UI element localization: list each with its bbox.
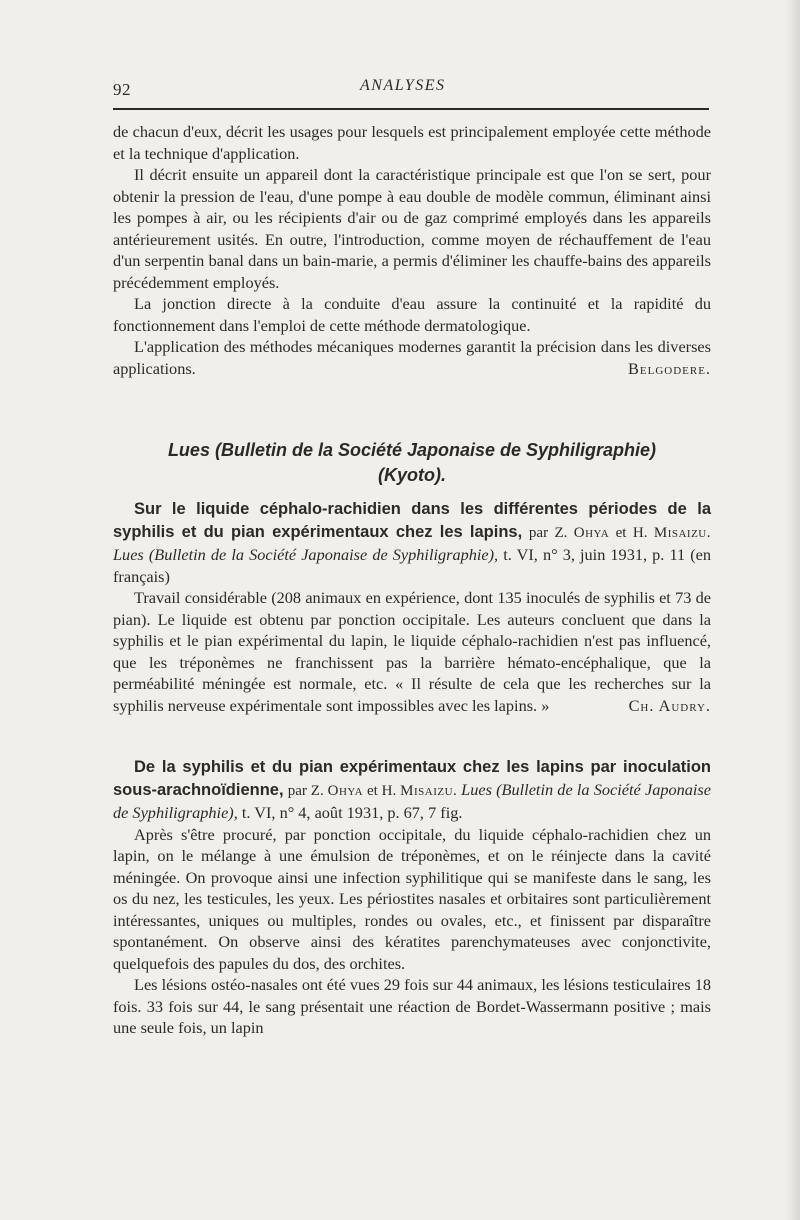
article-heading	[113, 756, 711, 824]
byline-par: par Z.	[528, 524, 568, 541]
paragraph: La jonction directe à la conduite d'eau assure la continuité et la rapidité du fonctionnement dans l'emploi de cette méthode dermatologique.	[113, 294, 711, 335]
journal-reference: t. VI, n° 4, août 1931, p. 67, 7 fig.	[241, 803, 463, 822]
header-rule	[113, 108, 709, 110]
page-number: 92	[113, 80, 131, 99]
journal-reference: t. VI, n° 3, juin 1931, p. 11 (en français)	[113, 545, 711, 586]
article-2	[113, 756, 711, 1039]
paragraph	[113, 587, 711, 716]
journal-title: Lues (Bulletin de la Société Japonaise de Syphiligraphie),	[113, 779, 711, 822]
section-title-line: (Kyoto).	[378, 465, 446, 485]
journal-title: Lues (Bulletin de la Société Japonaise de Syphiligraphie),	[113, 545, 499, 564]
article-title: Sur le liquide céphalo-rachidien dans les différentes périodes de la syphilis et du pian expérimentaux chez les lapins,	[113, 500, 711, 541]
reviewer-signature: Ch. Audry.	[628, 695, 711, 715]
article-heading	[113, 498, 711, 587]
author-name: Misaizu.	[653, 524, 711, 541]
review-continuation	[113, 121, 711, 379]
article-title: De la syphilis et du pian expérimentaux chez les lapins par inoculation sous-arachnoïdienne,	[113, 758, 711, 799]
section-title-line: Lues (Bulletin de la Société Japonaise de Syphiligraphie)	[167, 440, 657, 460]
byline	[529, 525, 711, 541]
article-1	[113, 498, 711, 716]
paragraph-text: L'application des méthodes mécaniques modernes garantit la précision dans les diverses applications.	[113, 337, 711, 378]
paragraph	[113, 336, 711, 379]
byline-et: et H.	[615, 524, 648, 541]
paragraph: Après s'être procuré, par ponction occipitale, du liquide céphalo-rachidien chez un lapin, on le mélange à une émulsion de tréponèmes, et on le réinjecte dans la cavité méningée. On provoque ainsi une infection syphilitique qui se manifeste dans le sang, les os du nez, les testicules, les yeux. Les périostites nasales et orbitaires sont particulièrement intéressantes, uniques ou multiples, rondes ou ovales, etc., et finissent par disparaître spontanément. On observe ainsi des kératites parenchymateuses avec conjonctivite, quelquefois des papules du dos, des orchites.	[113, 824, 711, 973]
paragraph: Les lésions ostéo-nasales ont été vues 29 fois sur 44 animaux, les lésions testiculaires 18 fois. 33 fois sur 44, le sang présentait une réaction de Bordet-Wassermann positive ; mais une seule fois, un lapin	[113, 975, 711, 1037]
binding-shadow	[786, 0, 800, 1220]
author-name: Ohya	[327, 782, 364, 799]
paragraph: de chacun d'eux, décrit les usages pour lesquels est principalement employée cette méthode et la technique d'application.	[113, 122, 711, 163]
byline	[288, 783, 461, 799]
section-title	[113, 438, 711, 488]
paragraph-text: Travail considérable (208 animaux en expérience, dont 135 inoculés de syphilis et 73 de pian). Le liquide est obtenu par ponction occipitale. Les auteurs concluent que dans la syphilis et le pian expérimental du lapin, le liquide céphalo-rachidien n'est pas influencé, que les tréponèmes ne franchissent pas la barrière hémato-encéphalique, que la perméabilité méningée est normale, etc. « Il résulte de cela que les recherches sur la syphilis nerveuse expérimentale sont impossibles avec les lapins. »	[113, 588, 711, 715]
byline-et: et H.	[366, 782, 397, 799]
author-name: Ohya	[573, 524, 610, 541]
author-name: Misaizu.	[400, 782, 458, 799]
reviewer-signature: Belgodere.	[628, 358, 711, 378]
paragraph: Il décrit ensuite un appareil dont la caractéristique principale est que l'on se sert, pour obtenir la pression de l'eau, d'une pompe à eau double de modèle commun, éliminant ainsi les pompes à air, ou les récipients d'air ou de gaz comprimé employés dans les appareils antérieurement usités. En outre, l'introduction, comme moyen de réchauffement de l'eau d'un serpentin banal dans un bain-marie, a permis d'éliminer les chauffe-bains des appareils précédemment employés.	[113, 165, 711, 292]
running-head: ANALYSES	[360, 77, 446, 94]
byline-par: par Z.	[287, 782, 324, 799]
